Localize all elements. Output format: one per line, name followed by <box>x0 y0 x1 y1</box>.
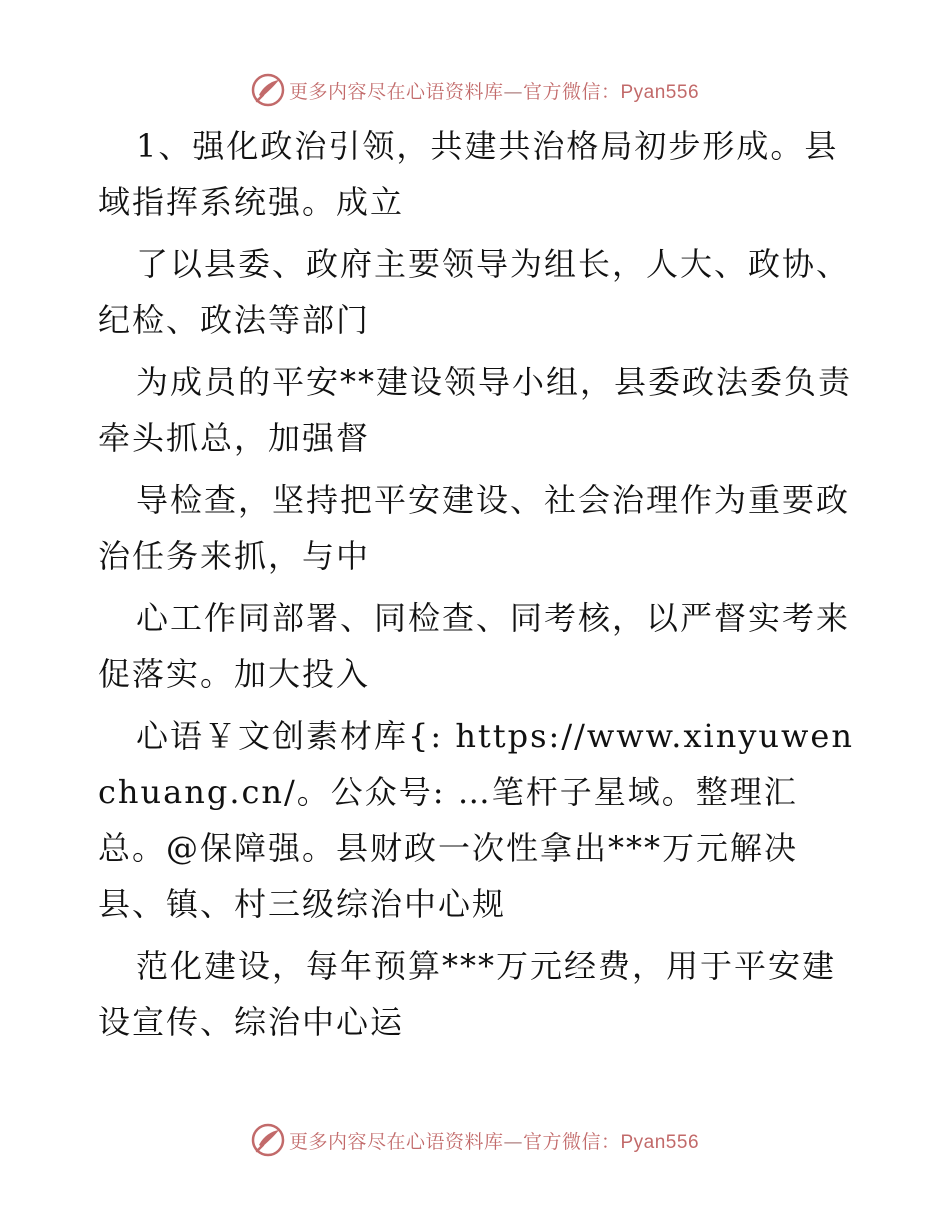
paragraph: 范化建设，每年预算***万元经费，用于平安建设宣传、综治中心运 <box>98 947 837 1041</box>
quill-pen-logo-icon <box>251 73 285 107</box>
quill-pen-logo-icon <box>251 1123 285 1157</box>
paragraph: 心工作同部署、同检查、同考核，以严督实考来促落实。加大投入 <box>98 599 851 693</box>
watermark-text: 更多内容尽在心语资料库—官方微信：Pyan556 <box>288 1130 700 1153</box>
paragraph: 为成员的平安**建设领导小组，县委政法委负责牵头抓总，加强督 <box>98 363 853 457</box>
watermark-text: 更多内容尽在心语资料库—官方微信：Pyan556 <box>288 80 700 103</box>
paragraph: 了以县委、政府主要领导为组长，人大、政协、纪检、政法等部门 <box>98 245 851 339</box>
footer-watermark <box>0 1120 950 1160</box>
paragraph: 1、强化政治引领，共建共治格局初步形成。县域指挥系统强。成立 <box>98 127 839 221</box>
paragraph: 导检查，坚持把平安建设、社会治理作为重要政治任务来抓，与中 <box>98 481 851 575</box>
paragraph: 心语￥文创素材库{: https://www.xinyuwenchuang.cn/。公众号: …笔杆子星域。整理汇总。@保障强。县财政一次性拿出***万元解决县、镇、村三级综治中心规 <box>98 717 854 923</box>
header-watermark <box>0 70 950 110</box>
document-body <box>98 118 858 1050</box>
